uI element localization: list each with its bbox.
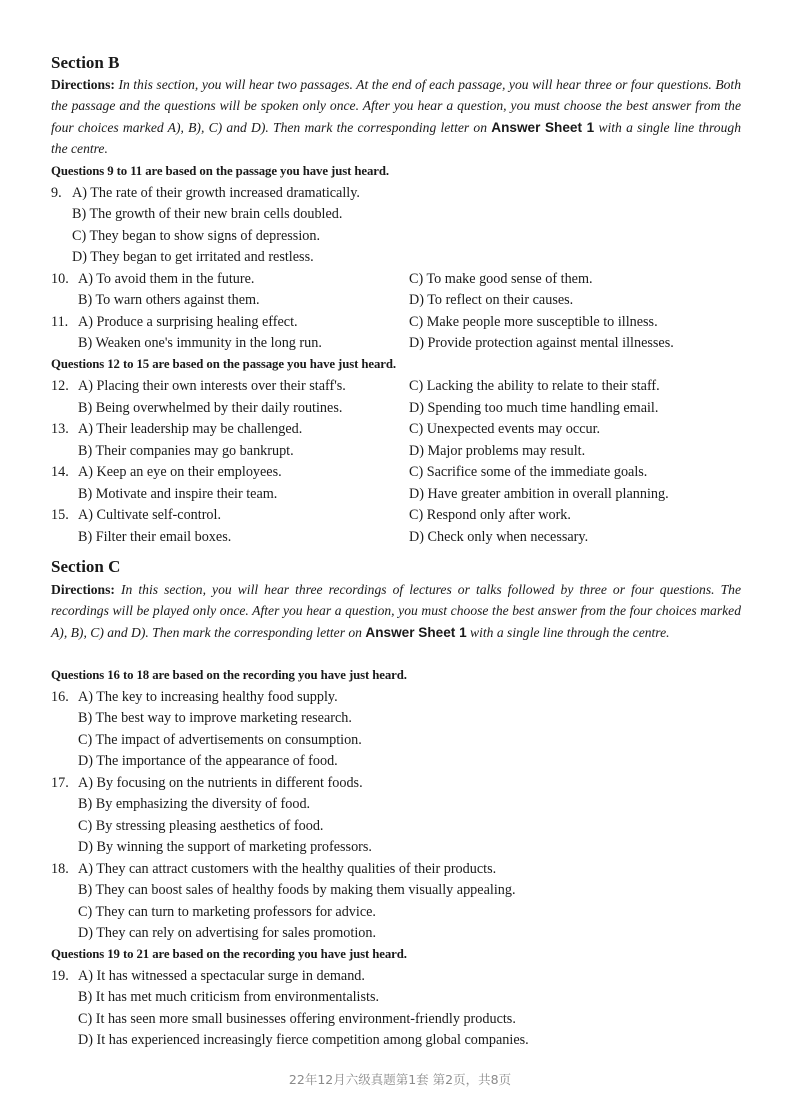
question-17-option-c: C) By stressing pleasing aesthetics of food. [78,818,324,834]
answer-sheet-label: Answer Sheet 1 [365,624,467,640]
question-12-option-d: D) Spending too much time handling email. [409,400,659,416]
question-11-option-c: C) Make people more susceptible to illness. [409,314,658,330]
directions-text-end: with a single line through the centre. [51,119,741,157]
section-c-title: Section C [51,557,121,576]
question-9-option-d: D) They began to get irritated and restless. [72,249,314,265]
question-16-option-b: B) The best way to improve marketing research. [78,710,352,726]
question-9-option-c: C) They began to show signs of depression. [72,228,320,244]
question-13-option-a: 13. A) Their leadership may be challenged. [51,421,303,437]
question-10-option-b: B) To warn others against them. [78,292,260,308]
directions-lead: Directions: [51,77,115,92]
question-16-option-c: C) The impact of advertisements on consumption. [78,732,362,748]
question-15-option-a: 15. A) Cultivate self-control. [51,507,222,523]
question-18-option-d: D) They can rely on advertising for sales promotion. [78,925,376,941]
question-17-option-b: B) By emphasizing the diversity of food. [78,796,311,812]
directions-text: In this section, you will hear three recordings of lectures or talks followed by three or four questions. The recordings will be played only once. After you hear a question, you must choose the best answer from the four choices marked A), B), C) and D). Then mark the corresponding letter on [51,582,741,640]
question-group-header: Questions 12 to 15 are based on the passage you have just heard. [51,357,396,371]
question-15-option-c: C) Respond only after work. [409,507,571,523]
question-number: 13. [51,421,69,437]
question-13-option-c: C) Unexpected events may occur. [409,421,601,437]
question-group-header: Questions 16 to 18 are based on the recording you have just heard. [51,668,407,682]
question-15-option-b: B) Filter their email boxes. [78,529,232,545]
directions-text-end: with a single line through the centre. [470,624,670,640]
directions-text: In this section, you will hear two passages. At the end of each passage, you will hear three or four questions. Both the passage and the questions will be spoken only once. After you hear a question, you must choose the best answer from the four choices marked A), B), C) and D). Then mark the corresponding letter on [51,77,741,135]
section-b-directions [51,74,741,160]
question-10-option-d: D) To reflect on their causes. [409,292,574,308]
question-19-option-d: D) It has experienced increasingly fierce competition among global companies. [78,1032,529,1048]
question-11-option-b: B) Weaken one's immunity in the long run. [78,335,322,351]
question-number: 12. [51,378,69,394]
question-18-option-c: C) They can turn to marketing professors for advice. [78,904,376,920]
question-17-option-a: 17. A) By focusing on the nutrients in different foods. [51,775,363,791]
question-12-option-c: C) Lacking the ability to relate to their staff. [409,378,660,394]
question-15-option-d: D) Check only when necessary. [409,529,589,545]
section-b-title: Section B [51,53,120,72]
question-18-option-b: B) They can boost sales of healthy foods by making them visually appealing. [78,882,516,898]
question-10-option-c: C) To make good sense of them. [409,271,593,287]
answer-sheet-label: Answer Sheet 1 [491,119,595,135]
question-16-option-d: D) The importance of the appearance of food. [78,753,338,769]
question-9-option-a: 9. A) The rate of their growth increased dramatically. [51,185,360,201]
question-14-option-a: 14. A) Keep an eye on their employees. [51,464,282,480]
question-14-option-d: D) Have greater ambition in overall planning. [409,486,669,502]
question-number: 18. [51,861,69,877]
question-13-option-d: D) Major problems may result. [409,443,586,459]
question-19-option-c: C) It has seen more small businesses offering environment-friendly products. [78,1011,516,1027]
question-11-option-a: 11. A) Produce a surprising healing effect. [51,314,298,330]
section-c-directions [51,579,741,643]
page-footer: 22年12月六级真题第1套 第2页，共8页 [288,1072,512,1087]
question-10-option-a: 10. A) To avoid them in the future. [51,271,255,287]
question-number: 9. [51,185,62,201]
directions-lead: Directions: [51,582,115,597]
question-number: 11. [51,314,69,330]
question-12-option-a: 12. A) Placing their own interests over their staff's. [51,378,346,394]
question-17-option-d: D) By winning the support of marketing professors. [78,839,372,855]
question-number: 14. [51,464,69,480]
question-18-option-a: 18. A) They can attract customers with the healthy qualities of their products. [51,861,497,877]
question-14-option-b: B) Motivate and inspire their team. [78,486,278,502]
question-number: 16. [51,689,69,705]
question-group-header: Questions 19 to 21 are based on the recording you have just heard. [51,947,407,961]
question-13-option-b: B) Their companies may go bankrupt. [78,443,294,459]
question-number: 15. [51,507,69,523]
question-12-option-b: B) Being overwhelmed by their daily routines. [78,400,343,416]
question-number: 19. [51,968,69,984]
question-group-header: Questions 9 to 11 are based on the passage you have just heard. [51,164,389,178]
question-number: 10. [51,271,69,287]
question-19-option-b: B) It has met much criticism from environmentalists. [78,989,380,1005]
question-14-option-c: C) Sacrifice some of the immediate goals. [409,464,648,480]
question-16-option-a: 16. A) The key to increasing healthy food supply. [51,689,338,705]
question-11-option-d: D) Provide protection against mental illnesses. [409,335,674,351]
question-9-option-b: B) The growth of their new brain cells doubled. [72,206,343,222]
question-19-option-a: 19. A) It has witnessed a spectacular surge in demand. [51,968,365,984]
question-number: 17. [51,775,69,791]
